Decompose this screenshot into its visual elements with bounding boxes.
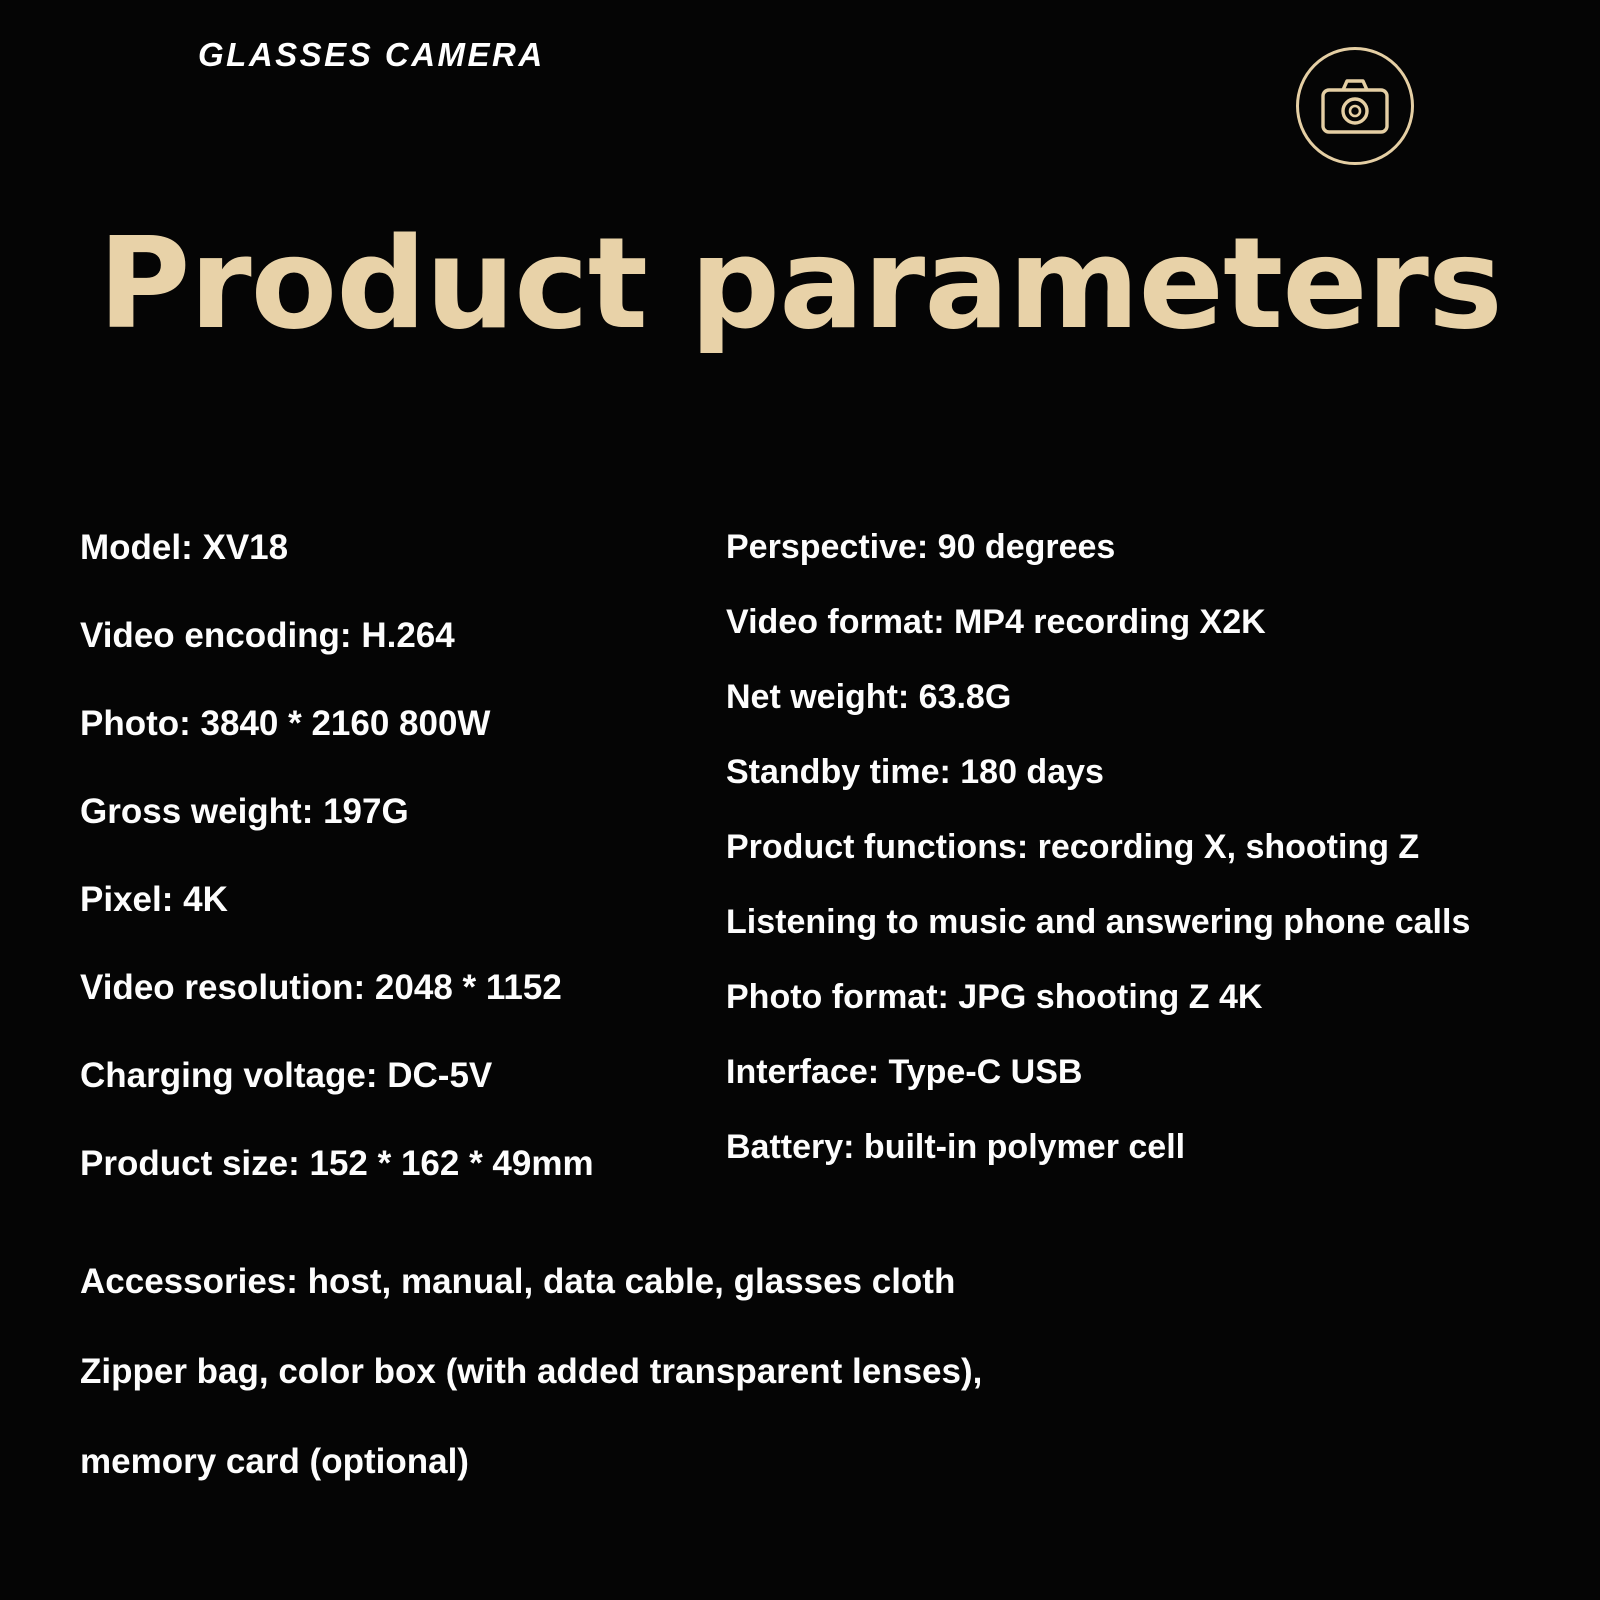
spec-item: Standby time: 180 days bbox=[726, 753, 1104, 791]
spec-item: Video encoding: H.264 bbox=[80, 616, 455, 655]
specs-right-column bbox=[726, 528, 1556, 1167]
spec-item: Photo: 3840 * 2160 800W bbox=[80, 704, 491, 743]
spec-item: memory card (optional) bbox=[80, 1442, 469, 1481]
accessories-section bbox=[80, 1262, 1480, 1482]
camera-icon bbox=[1296, 47, 1414, 165]
spec-item: Video resolution: 2048 * 1152 bbox=[80, 968, 562, 1007]
spec-item: Charging voltage: DC-5V bbox=[80, 1056, 493, 1095]
spec-item: Product functions: recording X, shooting Z bbox=[726, 828, 1420, 866]
spec-item: Product size: 152 * 162 * 49mm bbox=[80, 1144, 594, 1183]
specs-left-column bbox=[80, 528, 740, 1184]
camera-glyph bbox=[1321, 78, 1389, 134]
spec-item: Battery: built-in polymer cell bbox=[726, 1128, 1186, 1166]
spec-item: Net weight: 63.8G bbox=[726, 678, 1012, 716]
spec-item: Zipper bag, color box (with added transparent lenses), bbox=[80, 1352, 983, 1391]
page-title: Product parameters bbox=[98, 210, 1502, 357]
spec-item: Accessories: host, manual, data cable, glasses cloth bbox=[80, 1262, 956, 1301]
spec-item: Model: XV18 bbox=[80, 528, 289, 567]
spec-item: Perspective: 90 degrees bbox=[726, 528, 1116, 566]
brand-title: GLASSES CAMERA bbox=[198, 36, 545, 73]
spec-item: Interface: Type-C USB bbox=[726, 1053, 1083, 1091]
spec-item: Listening to music and answering phone calls bbox=[726, 903, 1471, 941]
spec-item: Gross weight: 197G bbox=[80, 792, 409, 831]
spec-item: Photo format: JPG shooting Z 4K bbox=[726, 978, 1263, 1016]
spec-item: Pixel: 4K bbox=[80, 880, 228, 919]
spec-item: Video format: MP4 recording X2K bbox=[726, 603, 1266, 641]
